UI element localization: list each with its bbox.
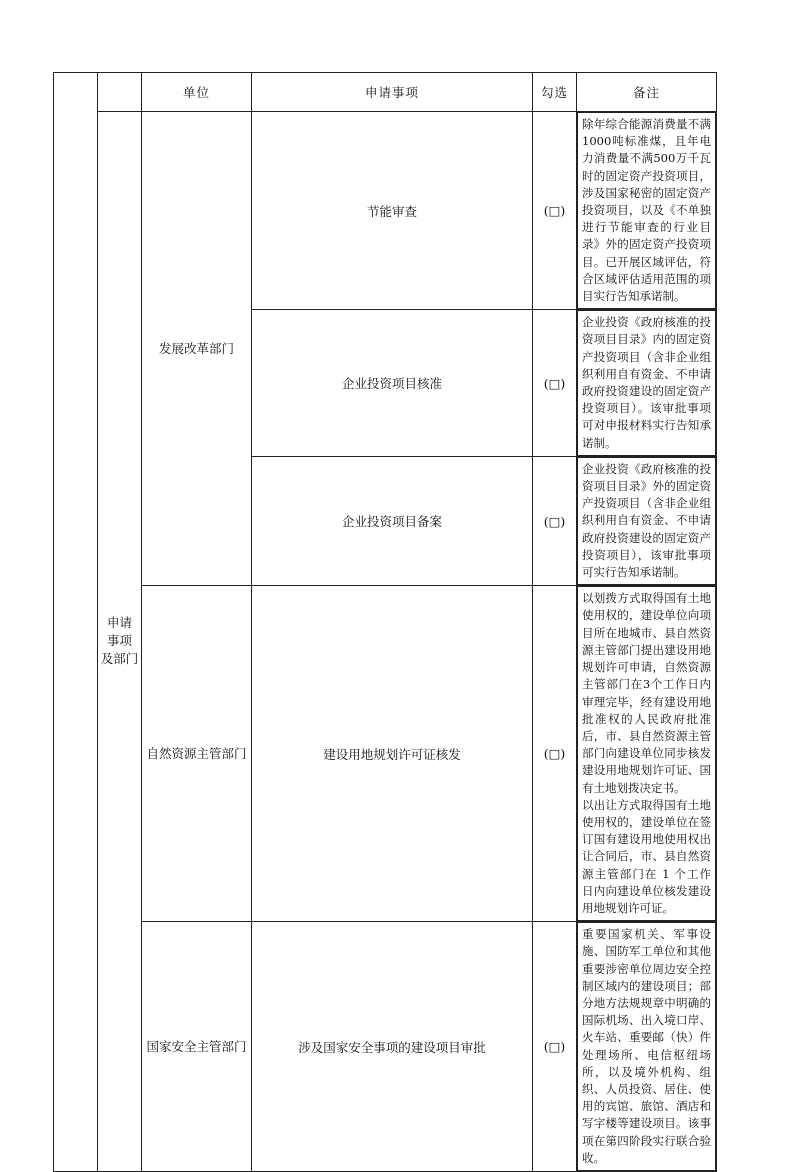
- checkbox[interactable]: (□): [533, 310, 577, 457]
- note-cell: [577, 456, 717, 585]
- group-label: 申请 事项 及部门: [98, 112, 142, 1172]
- note-cell: [577, 112, 717, 310]
- note-header: 备注: [577, 73, 717, 112]
- item-name: 企业投资项目核准: [252, 310, 533, 457]
- checkbox[interactable]: (□): [533, 586, 577, 922]
- item-name: 涉及国家安全事项的建设项目审批: [252, 922, 533, 1172]
- note-text: 企业投资《政府核准的投资项目目录》外的固定资产投资项目（含非企业组织利用自有资金、不申请政府投资建设的固定资产投资项目），该审批事项可实行告知承诺制。: [577, 457, 716, 585]
- item-header: 申请事项: [252, 73, 533, 112]
- item-name: 企业投资项目备案: [252, 456, 533, 585]
- checkbox[interactable]: (□): [533, 112, 577, 310]
- note-cell: [577, 586, 717, 922]
- blank-left-column: [54, 73, 98, 1172]
- department-name: 自然资源主管部门: [142, 586, 252, 922]
- note-cell: [577, 310, 717, 457]
- department-name: 国家安全主管部门: [142, 922, 252, 1172]
- group-header-blank: [98, 73, 142, 112]
- table-row: [54, 586, 717, 922]
- note-cell: [577, 922, 717, 1172]
- unit-header: 单位: [142, 73, 252, 112]
- table-row: [54, 112, 717, 310]
- item-name: 节能审查: [252, 112, 533, 310]
- note-text: 企业投资《政府核准的投资项目目录》内的固定资产投资项目（含非企业组织利用自有资金、不申请政府投资建设的固定资产投资项目）。该审批事项可对申报材料实行告知承诺制。: [577, 310, 716, 456]
- department-name: 发展改革部门: [142, 112, 252, 586]
- check-header: 勾选: [533, 73, 577, 112]
- note-text: 以划拨方式取得国有土地使用权的，建设单位向项目所在地城市、县自然资源主管部门提出建设用地规划许可申请，自然资源主管部门在3个工作日内审理完毕，经有建设用地批准权的人民政府批准后，市、县自然资源主管部门向建设单位同步核发建设用地规划许可证、国有土地划拨决定书。 以出让方式取得国有土地使用权的，建设单位在签订国有建设用地使用权出让合同后，市、县自然资源主管部门在 1 个工作日内向建设单位核发建设用地规划许可证。: [577, 586, 716, 921]
- application-form-table: [53, 72, 717, 1172]
- checkbox[interactable]: (□): [533, 922, 577, 1172]
- note-text: 除年综合能源消费量不满1000吨标准煤，且年电力消费量不满500万千瓦时的固定资产投资项目，涉及国家秘密的固定资产投资项目，以及《不单独进行节能审查的行业目录》外的固定资产投资项目。已开展区域评估，符合区域评估适用范围的项目实行告知承诺制。: [577, 112, 716, 309]
- checkbox[interactable]: (□): [533, 456, 577, 585]
- note-text: 重要国家机关、军事设施、国防军工单位和其他重要涉密单位周边安全控制区域内的建设项目；部分地方法规规章中明确的国际机场、出入境口岸、火车站、重要邮（快）件处理场所、电信枢纽场所，以及境外机构、组织、人员投资、居住、使用的宾馆、旅馆、酒店和写字楼等建设项目。该事项在第四阶段实行联合验收。: [577, 922, 716, 1171]
- table-row: [54, 922, 717, 1172]
- header-row: [54, 73, 717, 112]
- item-name: 建设用地规划许可证核发: [252, 586, 533, 922]
